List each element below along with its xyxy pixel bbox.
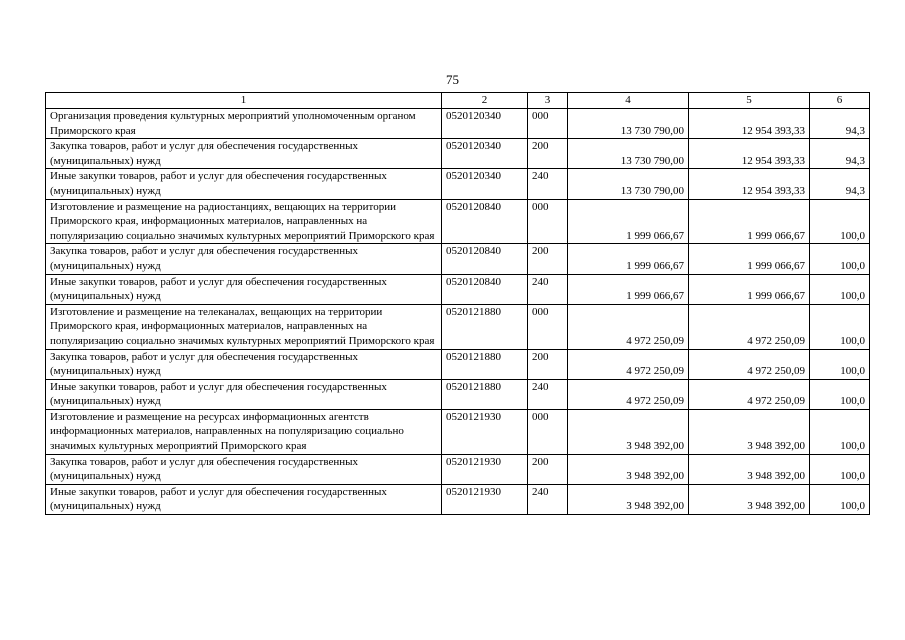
row-percent: 100,0 (810, 304, 870, 349)
row-planned: 3 948 392,00 (568, 454, 689, 484)
row-name: Закупка товаров, работ и услуг для обеспечения государственных (муниципальных) нужд (46, 139, 442, 169)
header-col-1: 1 (46, 93, 442, 109)
row-planned: 4 972 250,09 (568, 349, 689, 379)
row-executed: 1 999 066,67 (689, 199, 810, 244)
row-percent: 100,0 (810, 484, 870, 514)
row-planned: 3 948 392,00 (568, 484, 689, 514)
row-name: Иные закупки товаров, работ и услуг для обеспечения государственных (муниципальных) нужд (46, 484, 442, 514)
row-name: Изготовление и размещение на радиостанциях, вещающих на территории Приморского края, информационных материалов, направленных на популяризацию социально значимых культурных мероприятий Приморского края (46, 199, 442, 244)
row-executed: 4 972 250,09 (689, 349, 810, 379)
row-expense-type: 240 (528, 169, 568, 199)
row-percent: 94,3 (810, 109, 870, 139)
row-executed: 3 948 392,00 (689, 484, 810, 514)
row-executed: 12 954 393,33 (689, 169, 810, 199)
row-code: 0520120340 (442, 169, 528, 199)
header-col-5: 5 (689, 93, 810, 109)
row-percent: 100,0 (810, 409, 870, 454)
table-row (46, 409, 870, 454)
row-executed: 3 948 392,00 (689, 409, 810, 454)
row-code: 0520121880 (442, 304, 528, 349)
table-row (46, 139, 870, 169)
header-row (46, 93, 870, 109)
row-expense-type: 200 (528, 244, 568, 274)
row-planned: 4 972 250,09 (568, 379, 689, 409)
row-expense-type: 240 (528, 379, 568, 409)
header-col-2: 2 (442, 93, 528, 109)
table-row (46, 349, 870, 379)
table-body (46, 109, 870, 515)
row-expense-type: 240 (528, 484, 568, 514)
row-code: 0520121930 (442, 454, 528, 484)
row-planned: 13 730 790,00 (568, 169, 689, 199)
table-row (46, 379, 870, 409)
row-planned: 4 972 250,09 (568, 304, 689, 349)
row-name: Закупка товаров, работ и услуг для обеспечения государственных (муниципальных) нужд (46, 244, 442, 274)
row-code: 0520120840 (442, 199, 528, 244)
row-code: 0520121880 (442, 379, 528, 409)
row-code: 0520120840 (442, 244, 528, 274)
row-planned: 1 999 066,67 (568, 199, 689, 244)
header-col-3: 3 (528, 93, 568, 109)
row-name: Иные закупки товаров, работ и услуг для обеспечения государственных (муниципальных) нужд (46, 274, 442, 304)
row-name: Закупка товаров, работ и услуг для обеспечения государственных (муниципальных) нужд (46, 349, 442, 379)
row-code: 0520121930 (442, 409, 528, 454)
table-row (46, 454, 870, 484)
row-percent: 100,0 (810, 454, 870, 484)
row-code: 0520120340 (442, 139, 528, 169)
table-row (46, 274, 870, 304)
row-name: Закупка товаров, работ и услуг для обеспечения государственных (муниципальных) нужд (46, 454, 442, 484)
header-col-6: 6 (810, 93, 870, 109)
row-name: Организация проведения культурных мероприятий уполномоченным органом Приморского края (46, 109, 442, 139)
row-expense-type: 000 (528, 409, 568, 454)
table-row (46, 109, 870, 139)
row-name: Изготовление и размещение на телеканалах, вещающих на территории Приморского края, информационных материалов, направленных на популяризацию социально значимых культурных мероприятий Приморского края (46, 304, 442, 349)
table-row (46, 199, 870, 244)
row-name: Изготовление и размещение на ресурсах информационных агентств информационных материалов, направленных на популяризацию социально значимых культурных мероприятий Приморского края (46, 409, 442, 454)
row-executed: 12 954 393,33 (689, 109, 810, 139)
page-number: 75 (446, 72, 459, 87)
row-expense-type: 000 (528, 304, 568, 349)
row-percent: 94,3 (810, 169, 870, 199)
row-name: Иные закупки товаров, работ и услуг для обеспечения государственных (муниципальных) нужд (46, 379, 442, 409)
row-expense-type: 200 (528, 349, 568, 379)
row-planned: 1 999 066,67 (568, 244, 689, 274)
row-expense-type: 000 (528, 109, 568, 139)
row-code: 0520120840 (442, 274, 528, 304)
header-col-4: 4 (568, 93, 689, 109)
row-executed: 4 972 250,09 (689, 304, 810, 349)
row-executed: 1 999 066,67 (689, 244, 810, 274)
row-executed: 4 972 250,09 (689, 379, 810, 409)
row-percent: 100,0 (810, 274, 870, 304)
row-expense-type: 000 (528, 199, 568, 244)
row-code: 0520121880 (442, 349, 528, 379)
row-executed: 3 948 392,00 (689, 454, 810, 484)
row-expense-type: 200 (528, 139, 568, 169)
row-code: 0520121930 (442, 484, 528, 514)
row-expense-type: 240 (528, 274, 568, 304)
row-percent: 100,0 (810, 199, 870, 244)
row-percent: 100,0 (810, 244, 870, 274)
row-executed: 1 999 066,67 (689, 274, 810, 304)
budget-table (45, 92, 870, 515)
row-code: 0520120340 (442, 109, 528, 139)
row-planned: 3 948 392,00 (568, 409, 689, 454)
row-planned: 13 730 790,00 (568, 139, 689, 169)
table-row (46, 304, 870, 349)
row-executed: 12 954 393,33 (689, 139, 810, 169)
row-name: Иные закупки товаров, работ и услуг для обеспечения государственных (муниципальных) нужд (46, 169, 442, 199)
row-expense-type: 200 (528, 454, 568, 484)
row-percent: 94,3 (810, 139, 870, 169)
table-header (46, 93, 870, 109)
row-planned: 1 999 066,67 (568, 274, 689, 304)
row-planned: 13 730 790,00 (568, 109, 689, 139)
table-row (46, 484, 870, 514)
row-percent: 100,0 (810, 349, 870, 379)
table-row (46, 244, 870, 274)
table-row (46, 169, 870, 199)
row-percent: 100,0 (810, 379, 870, 409)
